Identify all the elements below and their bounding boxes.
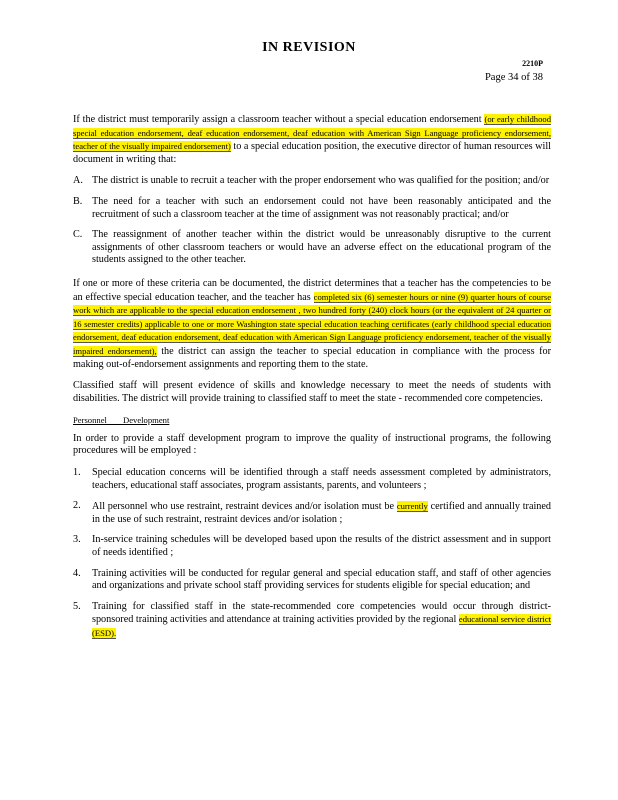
list-text: The district is unable to recruit a teacher with the proper endorsement who was qualified for the position; and/or	[92, 175, 550, 187]
procedure-1	[73, 467, 551, 492]
list-marker: B.	[73, 195, 83, 207]
list-marker: 1.	[73, 467, 81, 479]
procedure-4	[73, 568, 551, 593]
list-marker: 4.	[73, 567, 81, 579]
paragraph-classified-staff: Classified staff will present evidence of skills and knowledge necessary to meet the needs of students with disabilities. The district will provide training to classified staff to meet the state - recommended core competencies.	[73, 380, 551, 404]
list-text: All personnel who use restraint, restraint devices and/or isolation must be	[92, 501, 395, 513]
paragraph-staff-development: In order to provide a staff development program to improve the quality of instructional programs, the following procedures will be employed :	[73, 432, 551, 457]
highlighted-revision: (or early childhood special education endorsement, deaf education endorsement, deaf education with American Sign Language proficiency endorsement, teacher of the visually impaired endorsement)	[73, 114, 551, 152]
page-title: IN REVISION	[262, 40, 356, 55]
list-marker: A.	[73, 175, 83, 187]
list-text: In-service training schedules will be developed based upon the results of the district assessment and in support of needs identified ;	[92, 534, 551, 559]
list-text: Training for classified staff in the state-recommended core competencies would occur through district-sponsored training activities and attendance at training activities provided by the regional	[92, 600, 551, 626]
highlighted-revision: completed six (6) semester hours or nine (9) quarter hours of course work which are applicable to the special education endorsement , two hundred forty (240) clock hours (or the equivalent of 24 quarter or 16 semester credits) applicable to one or more Washington state special education teaching certificates (early childhood special education endorsement, deaf education endorsement, deaf education with American Sign Language proficiency endorsement, teacher of the visually impaired endorsement),	[73, 291, 552, 356]
paragraph-competencies	[73, 278, 551, 371]
procedure-5	[73, 601, 551, 641]
section-heading: Personnel Development	[73, 415, 170, 426]
text: If one or more of these criteria can be documented, the district determines that a teacher has the competencies to be an effective special education teacher, and the teacher has	[73, 277, 551, 303]
criterion-a	[73, 175, 551, 188]
text: the district can assign the teacher to special education in compliance with the process for making out-of-endorsement assignments and reporting them to the state.	[73, 345, 552, 370]
list-marker: C.	[73, 229, 83, 241]
criterion-b	[73, 196, 551, 221]
paragraph-assignment-intro	[73, 113, 551, 166]
procedure-3	[73, 534, 551, 559]
criterion-c	[73, 229, 551, 267]
list-text: certified and annually trained in the use of such restraint, restraint devices and/or isolation ;	[92, 501, 552, 525]
document-body	[73, 113, 551, 649]
page-number: Page 34 of 38	[484, 72, 543, 83]
highlighted-revision: currently	[396, 501, 428, 512]
list-text: The reassignment of another teacher within the district would be unreasonably disruptive to the current assignments of other classroom teachers or would have an adverse effect on the educational program of the students assigned to the other teacher.	[92, 229, 551, 266]
procedure-2	[73, 500, 551, 526]
document-number: 2210P	[522, 59, 543, 68]
list-text: The need for a teacher with such an endorsement could not have been reasonably anticipated and the recruitment of such a classroom teacher at the time of assignment was not reasonably practical; and/or	[92, 195, 551, 220]
list-marker: 2.	[73, 500, 81, 512]
text: to a special education position, the executive director of human resources will document in writing that:	[73, 141, 552, 165]
highlighted-revision: educational service district (ESD).	[92, 614, 552, 638]
list-text: Special education concerns will be identified through a staff needs assessment completed by administrators, teachers, educational staff associates, program assistants, parents, and volunteers ;	[92, 467, 551, 491]
list-marker: 3.	[73, 534, 81, 546]
list-marker: 5.	[73, 600, 81, 612]
list-text: Training activities will be conducted for regular general and special education staff, and staff of other agencies and organizations and private school staff providing services for students eligible for special education; and	[92, 567, 551, 592]
text: If the district must temporarily assign a classroom teacher without a special education endorsement	[73, 114, 482, 125]
